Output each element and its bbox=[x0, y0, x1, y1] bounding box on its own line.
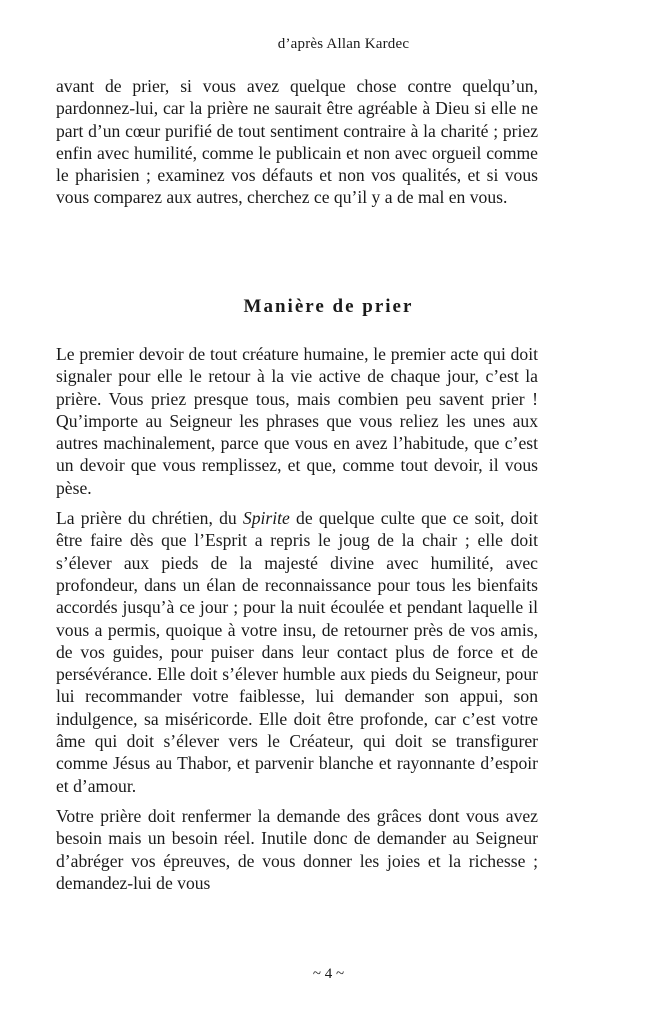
paragraph-2-start: La prière du chrétien, du bbox=[56, 508, 243, 529]
paragraph-2-italic: Spirite bbox=[242, 508, 290, 529]
page-number: ~ 4 ~ bbox=[312, 966, 345, 982]
page-footer bbox=[0, 966, 647, 983]
paragraph-2 bbox=[56, 507, 538, 797]
running-header bbox=[0, 36, 647, 53]
main-text-block bbox=[56, 343, 538, 902]
section-heading bbox=[0, 296, 647, 318]
paragraph-1: Le premier devoir de tout créature humaine, le premier acte qui doit signaler pour elle le retour à la vie active de chaque jour, c’est la prière. Vous priez presque tous, mais combien peu savent prier ! Qu’importe au Seigneur les phrases que vous reliez les unes aux autres machinalement, parce que vous en avez l’habitude, que c’est un devoir que vous remplissez, et que, comme tout devoir, il vous pèse. bbox=[56, 344, 538, 498]
running-header-text: d’après Allan Kardec bbox=[277, 36, 410, 52]
intro-text-block bbox=[56, 75, 538, 217]
section-title-text: Manière de prier bbox=[243, 296, 414, 317]
paragraph-2-rest: de quelque culte que ce soit, doit être faire dès que l’Esprit a repris le joug de la chair ; elle doit s’élever aux pieds de la majesté divine avec humilité, avec profondeur, dans un élan de reconnaissance pour tous les bienfaits accordés jusqu’à ce jour ; pour la nuit écoulée et pendant laquelle il vous a permis, quoique à votre insu, de retourner près de vos amis, de vos guides, pour puiser dans leur contact plus de force et de persévérance. Elle doit s’élever humble aux pieds du Seigneur, pour lui recommander votre faiblesse, lui demander son appui, son indulgence, sa miséricorde. Elle doit être profonde, car c’est votre âme qui doit s’élever vers le Créateur, qui doit se transfigurer comme Jésus au Thabor, et parvenir blanche et rayonnante d’espoir et d’amour. bbox=[56, 508, 538, 796]
paragraph-3: Votre prière doit renfermer la demande des grâces dont vous avez besoin mais un besoin réel. Inutile donc de demander au Seigneur d’abréger vos épreuves, de vous donner les joies et la richesse ; demandez-lui de vous bbox=[56, 805, 538, 893]
intro-paragraph: avant de prier, si vous avez quelque chose contre quelqu’un, pardonnez-lui, car la prière ne saurait être agréable à Dieu si elle ne part d’un cœur purifié de tout sentiment contraire à la charité ; priez enfin avec humilité, comme le publicain et non avec orgueil comme le pharisien ; examinez vos défauts et non vos qualités, et si vous vous comparez aux autres, cherchez ce qu’il y a de mal en vous. bbox=[56, 76, 538, 208]
